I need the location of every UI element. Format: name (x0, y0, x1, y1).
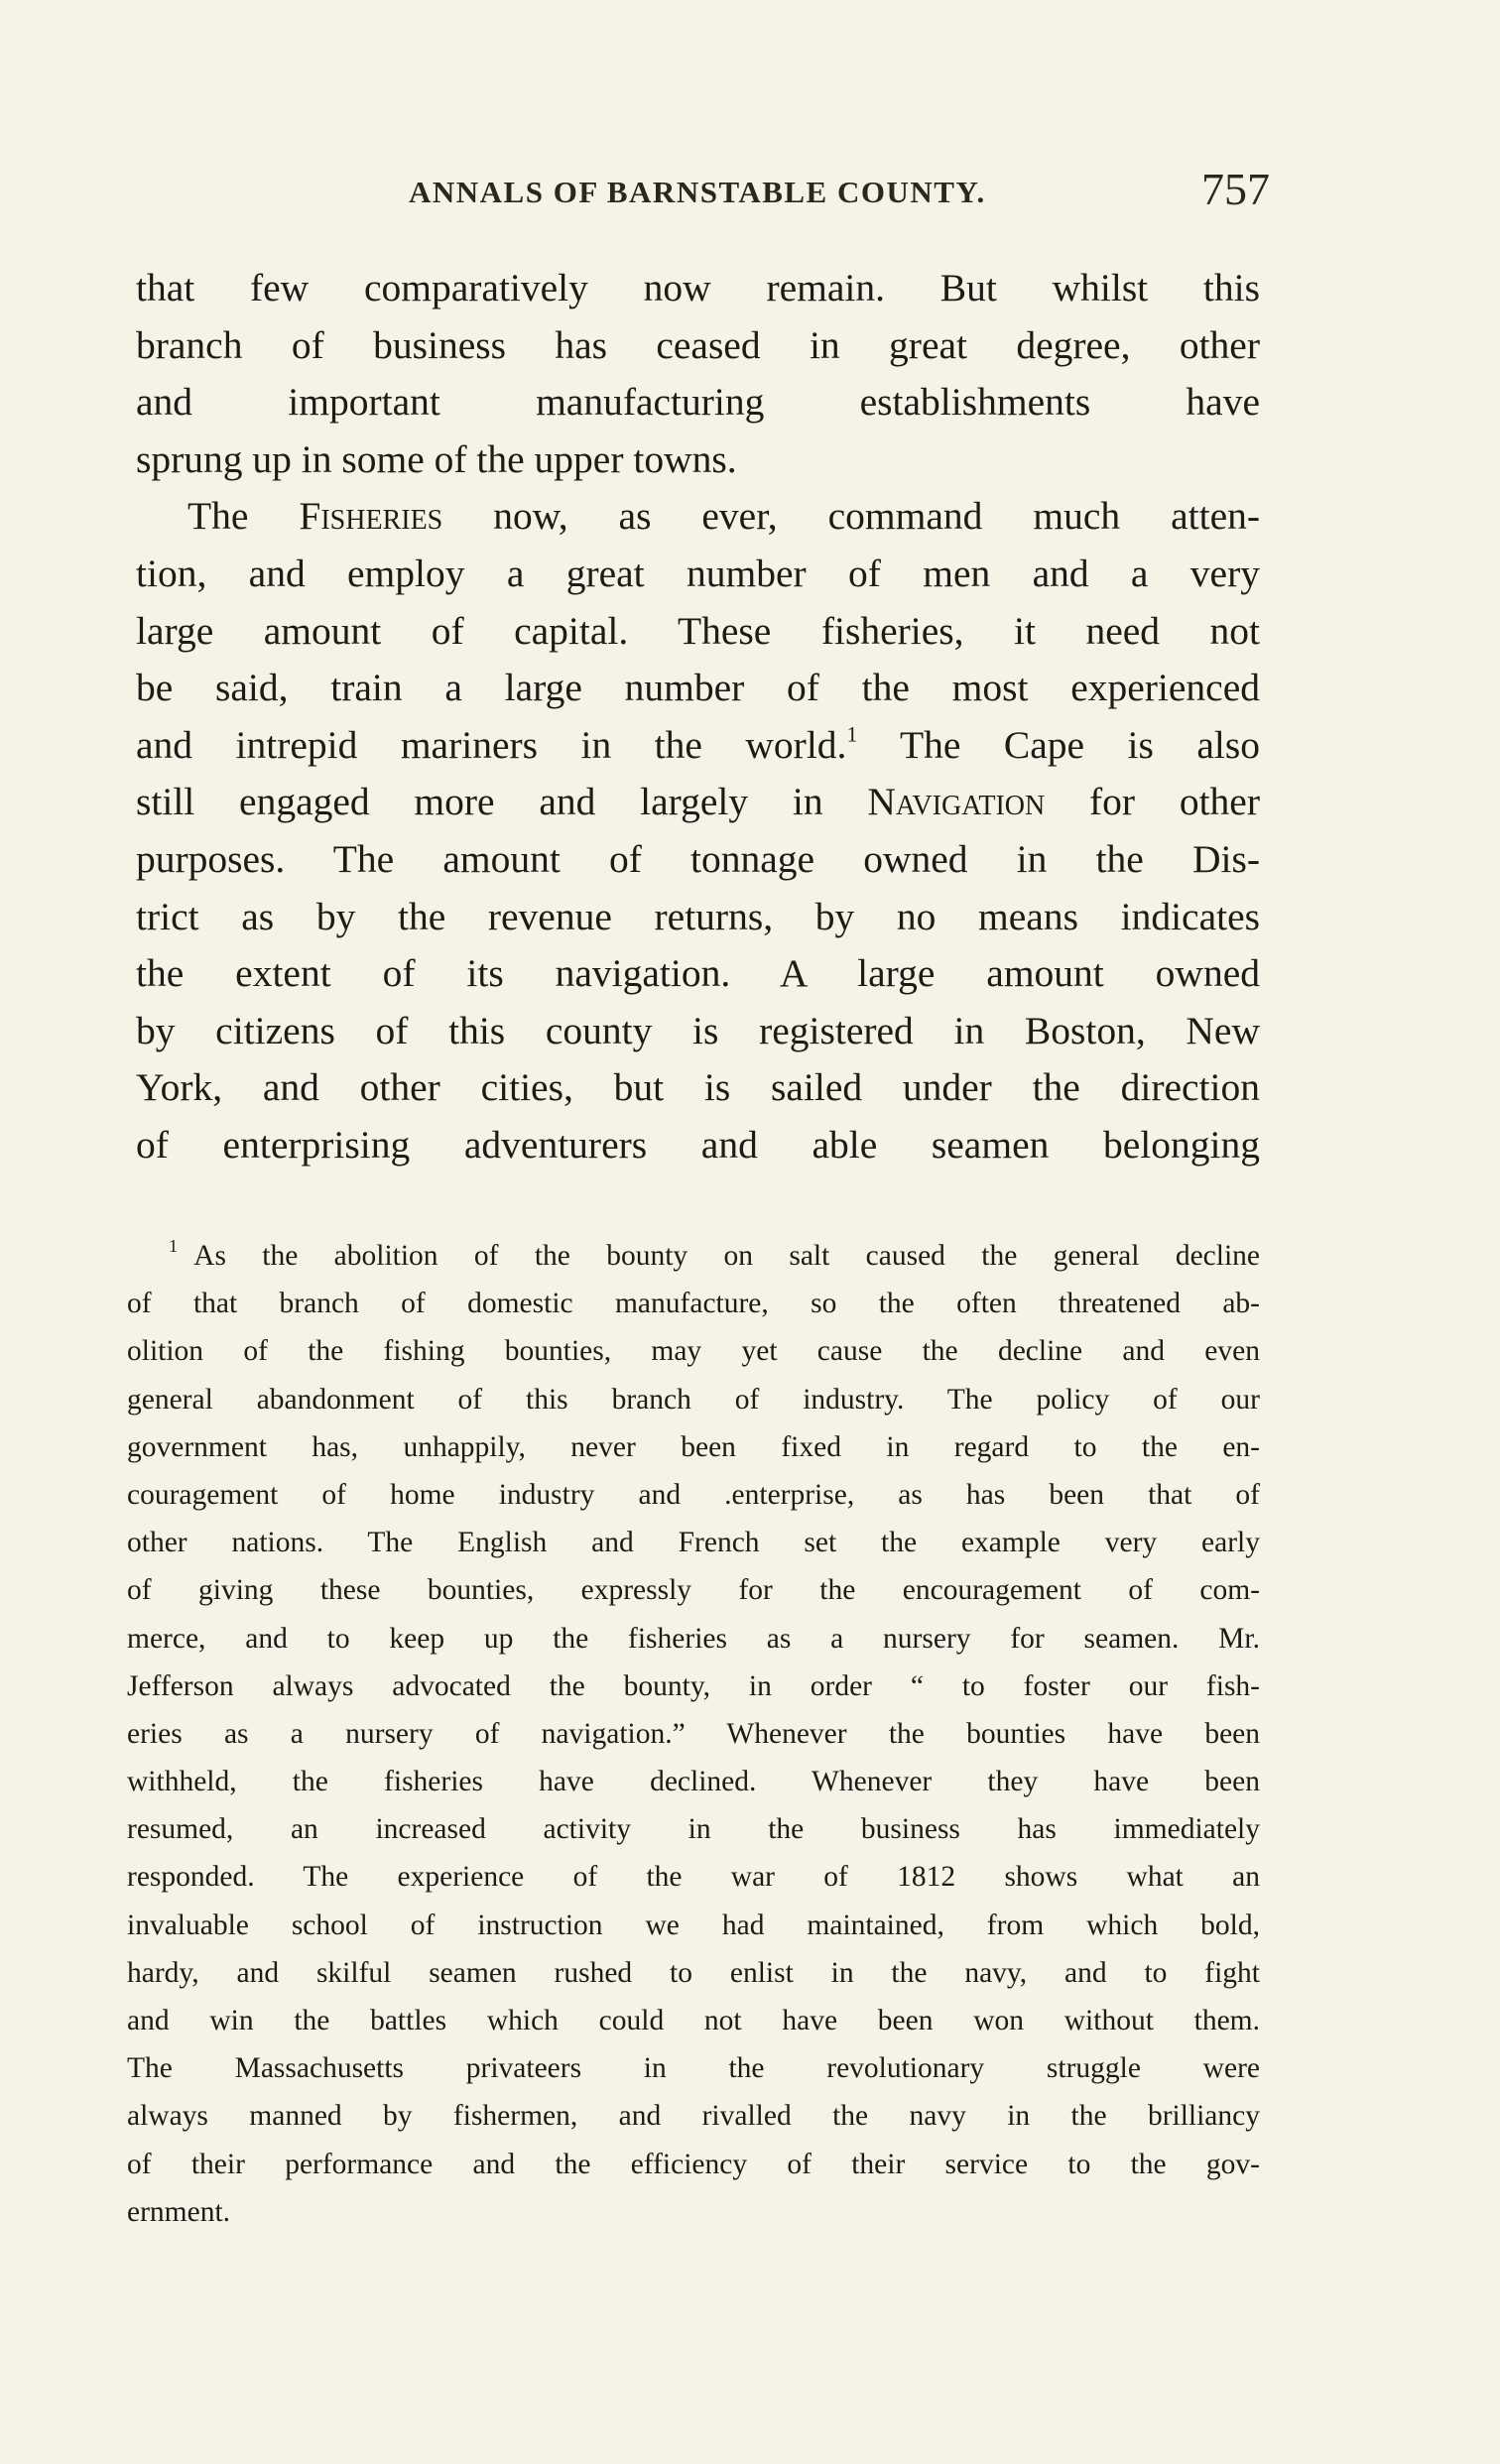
text-fragment: for other (1045, 780, 1260, 824)
text-fragment: The Cape is also (857, 722, 1260, 767)
text-fragment: The (188, 494, 300, 539)
text-fragment: As the abolition of the bounty on salt caused the general decline (193, 1240, 1260, 1272)
text-line: tion, and employ a great number of men and a very (136, 551, 1260, 595)
footnote-line: hardy, and skilful seamen rushed to enlist in the navy, and to fight (127, 1956, 1260, 1989)
text-line: large amount of capital. These fisheries, it need not (136, 608, 1260, 653)
text-fragment: still engaged more and largely in (136, 780, 868, 824)
text-line (136, 774, 1260, 831)
text-fragment: and intrepid mariners in the world. (136, 722, 847, 767)
text-line: by citizens of this county is registered in Boston, New (136, 1008, 1260, 1052)
page-header (129, 163, 1270, 222)
footnote-line: other nations. The English and French set the example very early (127, 1527, 1260, 1559)
text-line: that few comparatively now remain. But whilst this (136, 266, 1260, 309)
text-line: of enterprising adventurers and able seamen belonging (136, 1122, 1260, 1167)
footnote-marker: 1 (169, 1236, 179, 1257)
footnote-line: The Massachusetts privateers in the revolutionary struggle were (127, 2052, 1260, 2085)
text-line: the extent of its navigation. A large amount owned (136, 951, 1260, 996)
footnote-line: olition of the fishing bounties, may yet cause the decline and even (127, 1335, 1260, 1368)
text-line: York, and other cities, but is sailed under the direction (136, 1065, 1260, 1110)
page-number: 757 (1201, 164, 1270, 214)
footnote-line: government has, unhappily, never been fixed in regard to the en- (127, 1430, 1260, 1463)
text-line: and important manufacturing establishments have (136, 380, 1260, 425)
running-head: ANNALS OF BARNSTABLE COUNTY. (409, 175, 986, 209)
footnote-line: general abandonment of this branch of industry. The policy of our (127, 1383, 1260, 1416)
footnote-line: couragement of home industry and .enterprise, as has been that of (127, 1478, 1260, 1511)
footnote-line: of that branch of domestic manufacture, so the often threatened ab- (127, 1288, 1260, 1320)
footnote-line: Jefferson always advocated the bounty, in order “ to foster our fish- (127, 1669, 1260, 1702)
footnote-line: always manned by fishermen, and rivalled the navy in the brilliancy (127, 2100, 1260, 2133)
footnote-line: of their performance and the efficiency of their service to the gov- (127, 2148, 1260, 2180)
footnote-line: ernment. (127, 2195, 231, 2228)
text-line: be said, train a large number of the most experienced (136, 666, 1260, 710)
footnote (127, 1232, 1260, 2236)
text-line: trict as by the revenue returns, by no means indicates (136, 894, 1260, 938)
footnote-line: responded. The experience of the war of 1812 shows what an (127, 1861, 1260, 1894)
footnote-line: invaluable school of instruction we had maintained, from which bold, (127, 1909, 1260, 1941)
text-line (136, 717, 1260, 775)
footnote-line: resumed, an increased activity in the business has immediately (127, 1813, 1260, 1846)
text-line: purposes. The amount of tonnage owned in the Dis- (136, 836, 1260, 881)
text-line (136, 488, 1260, 546)
footnote-reference: 1 (846, 722, 858, 747)
footnote-line: withheld, the fisheries have declined. Whenever they have been (127, 1766, 1260, 1798)
text-line: sprung up in some of the upper towns. (136, 436, 737, 481)
footnote-line: of giving these bounties, expressly for the encouragement of com- (127, 1574, 1260, 1607)
text-line: branch of business has ceased in great degree, other (136, 322, 1260, 367)
navigation-heading: Navigation (867, 780, 1046, 824)
footnote-line (127, 1232, 1260, 1280)
footnote-line: eries as a nursery of navigation.” Whenever the bounties have been (127, 1717, 1260, 1750)
footnote-line: merce, and to keep up the fisheries as a nursery for seamen. Mr. (127, 1622, 1260, 1655)
main-text (136, 260, 1260, 1174)
fisheries-heading: Fisheries (299, 494, 443, 539)
footnote-line: and win the battles which could not have been won without them. (127, 2005, 1260, 2036)
text-fragment: now, as ever, command much atten- (442, 494, 1261, 539)
